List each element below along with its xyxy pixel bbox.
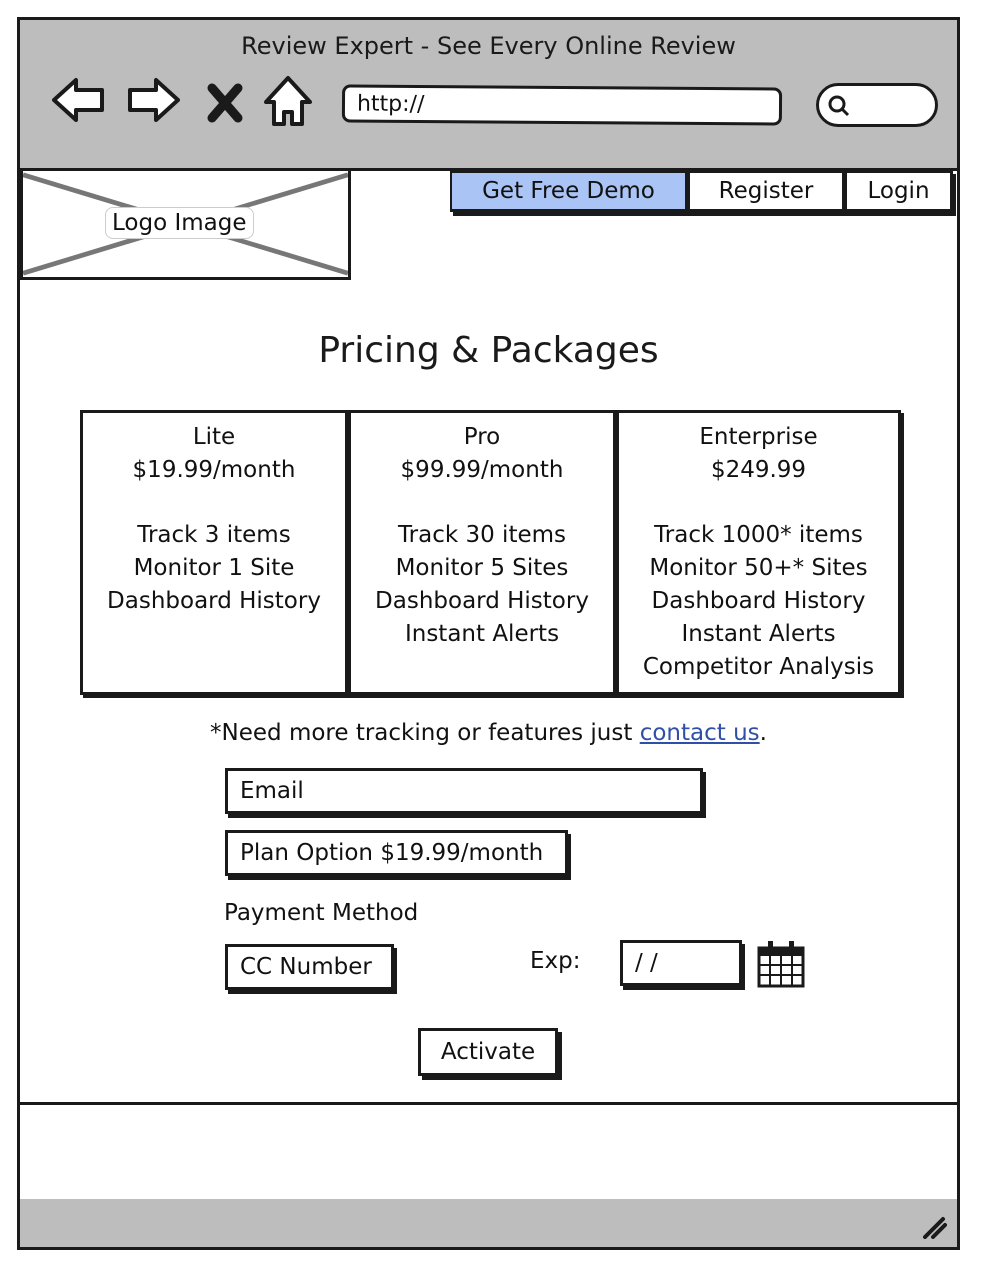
plan-card-lite[interactable] <box>80 410 348 695</box>
payment-method-label: Payment Method <box>224 900 419 926</box>
activate-button[interactable]: Activate <box>418 1028 558 1076</box>
status-bar <box>20 1199 957 1247</box>
resize-grip-icon[interactable] <box>919 1211 947 1239</box>
plan-name: Lite <box>192 424 236 450</box>
plan-cards <box>80 410 901 695</box>
plan-feature: Track 3 items <box>137 522 291 548</box>
window-title: Review Expert - See Every Online Review <box>241 32 736 60</box>
search-icon <box>827 94 851 118</box>
exp-label: Exp: <box>530 948 581 974</box>
back-icon[interactable] <box>48 70 108 130</box>
plan-option-select[interactable]: Plan Option $19.99/month <box>225 830 568 876</box>
plan-feature: Monitor 50+* Sites <box>649 555 868 581</box>
page-title: Pricing & Packages <box>318 330 659 371</box>
plan-name: Pro <box>463 424 501 450</box>
plan-feature: Dashboard History <box>651 588 866 614</box>
contact-note <box>20 720 957 746</box>
browser-toolbar <box>20 20 957 171</box>
plan-card-enterprise[interactable] <box>616 410 901 695</box>
cc-number-field[interactable]: CC Number <box>225 944 394 990</box>
plan-feature: Track 1000* items <box>654 522 863 548</box>
plan-feature: Dashboard History <box>107 588 321 614</box>
plan-feature: Monitor 1 Site <box>133 555 295 581</box>
exp-date-field[interactable]: / / <box>620 940 742 986</box>
plan-price: $249.99 <box>710 457 807 483</box>
note-text: *Need more tracking or features just <box>210 720 640 746</box>
plan-feature: Track 30 items <box>397 522 567 548</box>
login-button[interactable]: Login <box>845 170 953 212</box>
note-end: . <box>759 720 767 746</box>
plan-feature: Monitor 5 Sites <box>395 555 569 581</box>
footer-panel <box>20 1102 957 1203</box>
forward-icon[interactable] <box>124 70 184 130</box>
plan-price: $19.99/month <box>132 457 296 483</box>
close-icon[interactable] <box>200 70 250 130</box>
plan-feature: Instant Alerts <box>681 621 836 647</box>
plan-feature: Dashboard History <box>375 588 589 614</box>
logo-placeholder <box>20 168 351 280</box>
logo-label: Logo Image <box>105 207 254 239</box>
plan-name: Enterprise <box>699 424 818 450</box>
top-navigation <box>450 170 953 214</box>
search-input[interactable] <box>816 83 938 127</box>
url-input[interactable]: http:// <box>342 84 782 125</box>
get-free-demo-button[interactable]: Get Free Demo <box>450 170 688 212</box>
plan-card-pro[interactable] <box>348 410 616 695</box>
home-icon[interactable] <box>260 70 316 130</box>
plan-feature: Competitor Analysis <box>642 654 875 680</box>
plan-price: $99.99/month <box>400 457 564 483</box>
browser-window <box>17 17 960 1250</box>
plan-feature: Instant Alerts <box>404 621 560 647</box>
contact-us-link[interactable]: contact us <box>639 720 760 746</box>
email-field[interactable]: Email <box>225 768 703 814</box>
register-button[interactable]: Register <box>688 170 845 212</box>
calendar-icon[interactable] <box>756 938 806 990</box>
